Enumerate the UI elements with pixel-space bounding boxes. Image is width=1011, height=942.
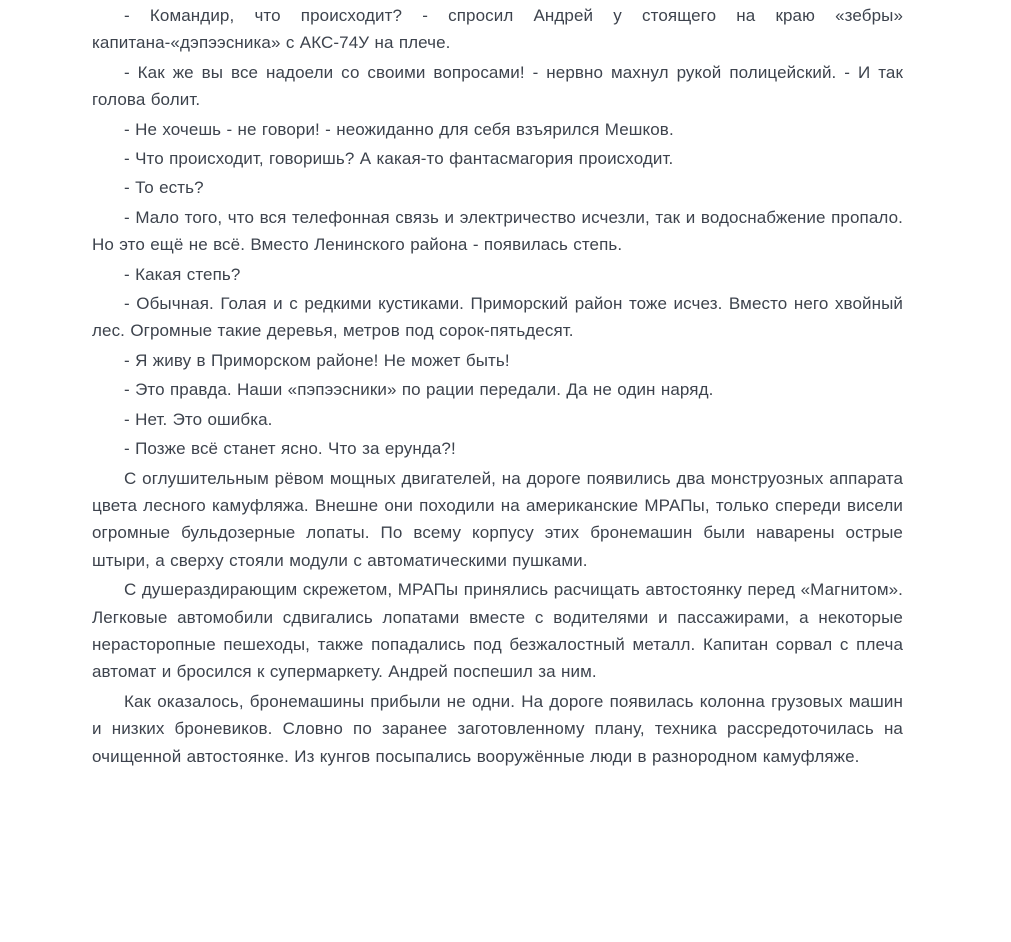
paragraph: - Обычная. Голая и с редкими кустиками. Приморский район тоже исчез. Вместо него хвойный лес. Огромные такие деревья, метров под сорок-пятьдесят. <box>92 294 903 341</box>
paragraph: - Мало того, что вся телефонная связь и электричество исчезли, так и водоснабжение пропало. Но это ещё не всё. Вместо Ленинского района - появилась степь. <box>92 207 903 255</box>
paragraph: - Командир, что происходит? - спросил Андрей у стоящего на краю «зебры» капитана-«дэпээсника» с АКС-74У на плече. <box>92 6 903 53</box>
paragraph: - Я живу в Приморском районе! Не может быть! <box>124 350 510 370</box>
paragraph: - Позже всё станет ясно. Что за ерунда?! <box>124 439 456 459</box>
paragraph: С оглушительным рёвом мощных двигателей, на дороге появились два монструозных аппарата цвета лесного камуфляжа. Внешне они походили на американские МРАПы, только спереди висели огромные бульдозерные лопаты. По всему корпусу этих бронемашин были наварены острые штыри, а сверху стояли модули с автоматическими пушками. <box>92 468 903 570</box>
paragraph: - То есть? <box>124 178 204 198</box>
paragraph: - Как же вы все надоели со своими вопросами! - нервно махнул рукой полицейский. - И так голова болит. <box>92 62 903 110</box>
paragraph: - Нет. Это ошибка. <box>124 409 273 429</box>
text-column <box>92 0 903 772</box>
paragraph: - Какая степь? <box>124 264 241 284</box>
paragraph: - Это правда. Наши «пэпээсники» по рации передали. Да не один наряд. <box>124 380 714 400</box>
paragraph: С душераздирающим скрежетом, МРАПы принялись расчищать автостоянку перед «Магнитом». Легковые автомобили сдвигались лопатами вместе с водителями и пассажирами, а некоторые нерасторопные пешеходы, также попадались под безжалостный металл. Капитан сорвал с плеча автомат и бросился к супермаркету. Андрей поспешил за ним. <box>92 580 903 682</box>
paragraph: - Не хочешь - не говори! - неожиданно для себя взъярился Мешков. <box>124 119 674 139</box>
paragraph: - Что происходит, говоришь? А какая-то фантасмагория происходит. <box>124 149 674 169</box>
paragraph: Как оказалось, бронемашины прибыли не одни. На дороге появилась колонна грузовых машин и низких броневиков. Словно по заранее заготовленному плану, техника рассредоточилась на очищенной автостоянке. Из кунгов посыпались вооружённые люди в разнородном камуфляже. <box>92 691 903 766</box>
